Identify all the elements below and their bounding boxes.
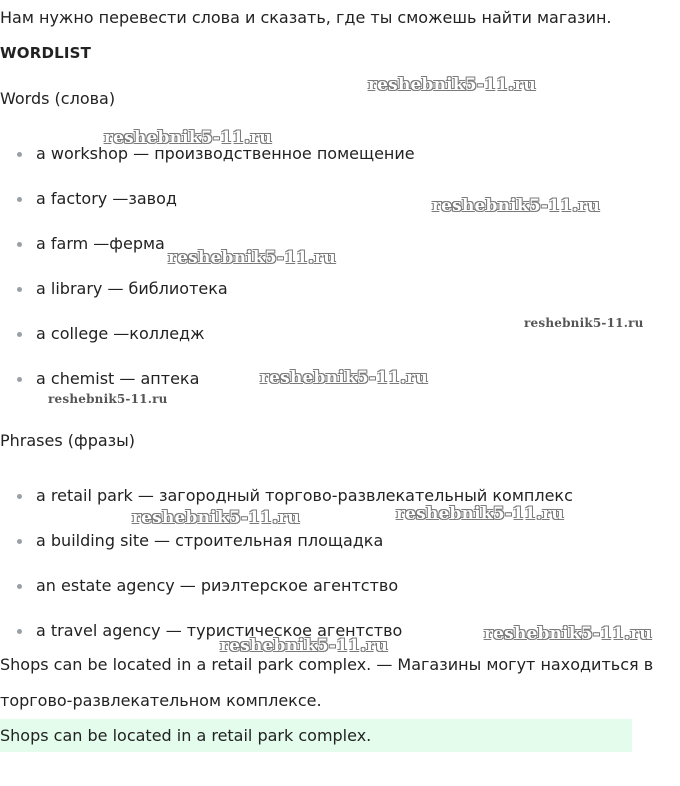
phrase-entry: an estate agency — риэлтерское агентство — [36, 576, 399, 595]
watermark: reshebnik5-11.ru — [396, 504, 564, 524]
watermark: reshebnik5-11.ru — [368, 75, 536, 95]
watermark: reshebnik5-11.ru — [132, 508, 300, 528]
watermark: reshebnik5-11.ru — [432, 196, 600, 216]
bullet-icon — [17, 287, 22, 292]
word-entry: a chemist — аптека — [36, 369, 200, 388]
watermark: reshebnik5-11.ru — [104, 128, 272, 148]
list-item — [36, 530, 383, 552]
bullet-icon — [17, 197, 22, 202]
watermark: reshebnik5-11.ru — [484, 624, 652, 644]
word-entry: a college —колледж — [36, 324, 205, 343]
watermark: reshebnik5-11.ru — [260, 368, 428, 388]
bullet-icon — [17, 377, 22, 382]
watermark: reshebnik5-11.ru — [168, 248, 336, 268]
intro-text: Нам нужно перевести слова и сказать, где ты сможешь найти магазин. — [0, 8, 612, 27]
translation-line-2: торгово-развлекательном комплексе. — [0, 691, 322, 710]
word-entry: a library — библиотека — [36, 279, 228, 298]
bullet-icon — [17, 494, 22, 499]
watermark: reshebnik5-11.ru — [48, 392, 168, 406]
phrase-entry: a travel agency — туристическое агентство — [36, 621, 403, 640]
phrase-entry: a retail park — загородный торгово-развлекательный комплекс — [36, 486, 573, 505]
phrases-section-title: Phrases (фразы) — [0, 431, 136, 450]
answer-text: Shops can be located in a retail park complex. — [0, 726, 372, 745]
bullet-icon — [17, 539, 22, 544]
bullet-icon — [17, 584, 22, 589]
word-entry: a workshop — производственное помещение — [36, 144, 415, 163]
wordlist-heading: WORDLIST — [0, 44, 92, 62]
list-item — [36, 368, 199, 390]
translation-line-1: Shops can be located in a retail park complex. — Магазины могут находиться в — [0, 655, 654, 674]
list-item — [36, 278, 228, 300]
list-item — [36, 233, 165, 255]
list-item — [36, 323, 205, 345]
phrase-entry: a building site — строительная площадка — [36, 531, 384, 550]
word-entry: a farm —ферма — [36, 234, 165, 253]
bullet-icon — [17, 152, 22, 157]
bullet-icon — [17, 242, 22, 247]
word-entry: a factory —завод — [36, 189, 177, 208]
watermark: reshebnik5-11.ru — [220, 636, 388, 656]
list-item — [36, 575, 398, 597]
list-item — [36, 188, 177, 210]
watermark: reshebnik5-11.ru — [524, 316, 644, 330]
words-section-title: Words (слова) — [0, 89, 116, 108]
bullet-icon — [17, 332, 22, 337]
bullet-icon — [17, 629, 22, 634]
